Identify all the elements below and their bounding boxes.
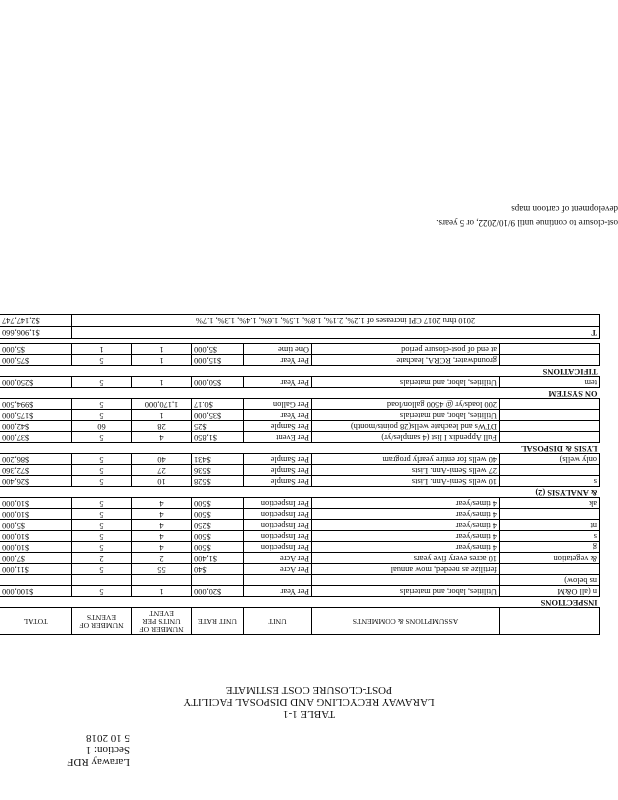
total-cell: $10,000	[0, 498, 72, 509]
item-cell: nt	[500, 520, 600, 531]
unit-cell: Per Inspection	[244, 531, 312, 542]
unit-cell: Per Inspection	[244, 509, 312, 520]
total-cell: $10,000	[0, 542, 72, 553]
item-cell	[500, 432, 600, 443]
item-cell	[500, 421, 600, 432]
rate-cell: $50,000	[192, 377, 244, 388]
table-row	[0, 465, 600, 476]
total-cell: $75,000	[0, 355, 72, 366]
col-number-units: NUMBER OF UNITS PER EVENT	[132, 608, 192, 635]
comment-cell: Utilities, labor, and materials	[312, 410, 500, 421]
total-cell: $7,000	[0, 553, 72, 564]
events-cell: 60	[72, 421, 132, 432]
item-cell: s	[500, 476, 600, 487]
units-cell: 1	[132, 377, 192, 388]
units-cell: 1	[132, 586, 192, 597]
units-cell: 4	[132, 542, 192, 553]
total-cell: $11,000	[0, 564, 72, 575]
events-cell: 5	[72, 465, 132, 476]
unit-cell: Per Sample	[244, 454, 312, 465]
item-cell	[500, 465, 600, 476]
comment-cell: 27 wells Semi-Ann. Lists	[312, 465, 500, 476]
rate-cell: $35,000	[192, 410, 244, 421]
unit-cell: Per Sample	[244, 465, 312, 476]
table-row	[0, 564, 600, 575]
item-cell	[500, 399, 600, 410]
table-row	[0, 575, 600, 586]
unit-cell: Per Inspection	[244, 498, 312, 509]
rate-cell	[192, 575, 244, 586]
events-cell: 5	[72, 399, 132, 410]
table-row	[0, 399, 600, 410]
unit-cell: Per Inspection	[244, 542, 312, 553]
estimate-title: POST-CLOSURE COST ESTIMATE	[225, 684, 393, 696]
events-cell: 5	[72, 531, 132, 542]
inflation-row	[0, 315, 600, 327]
total-cell: $42,000	[0, 421, 72, 432]
col-assumptions: ASSUMPTIONS & COMMENTS	[312, 608, 500, 635]
table-row	[0, 410, 600, 421]
item-cell: n (all O&M	[500, 586, 600, 597]
units-cell: 4	[132, 520, 192, 531]
comment-cell: 4 times/year	[312, 498, 500, 509]
comment-cell: 10 acres every five years	[312, 553, 500, 564]
comment-cell: 10 wells Semi-Ann. Lists	[312, 476, 500, 487]
units-cell: 2	[132, 553, 192, 564]
table-row	[0, 509, 600, 520]
units-cell: 1,170,000	[132, 399, 192, 410]
events-cell: 5	[72, 410, 132, 421]
rate-cell: $20,000	[192, 586, 244, 597]
total-cell: $100,000	[0, 586, 72, 597]
rate-cell: $500	[192, 509, 244, 520]
comment-cell: 40 wells for entire yearly program	[312, 454, 500, 465]
events-cell: 1	[72, 344, 132, 355]
closure-note: ost-closure to continue until 9/10/2022, or 5 years.	[436, 218, 618, 228]
comment-cell: 4 times/year	[312, 520, 500, 531]
total-cell: $175,000	[0, 410, 72, 421]
units-cell: 4	[132, 531, 192, 542]
document-header	[67, 732, 130, 768]
item-cell	[500, 564, 600, 575]
units-cell: 55	[132, 564, 192, 575]
section-analysis: & ANALYSIS (2)	[0, 487, 600, 498]
units-cell: 1	[132, 355, 192, 366]
total-cell: $86,200	[0, 454, 72, 465]
units-cell: 40	[132, 454, 192, 465]
events-cell: 5	[72, 509, 132, 520]
unit-cell: Per Event	[244, 432, 312, 443]
subtotal-value: $1,906,660	[0, 327, 72, 339]
total-cell: $37,000	[0, 432, 72, 443]
item-cell: tem	[500, 377, 600, 388]
rate-cell: $536	[192, 465, 244, 476]
rate-cell: $25	[192, 421, 244, 432]
rate-cell: $0.17	[192, 399, 244, 410]
units-cell: 1	[132, 410, 192, 421]
comment-cell: fertilize as needed, mow annual	[312, 564, 500, 575]
units-cell: 4	[132, 509, 192, 520]
table-number: TABLE 1-1	[283, 708, 335, 720]
col-unit: UNIT	[244, 608, 312, 635]
comment-cell: Utilities, labor, and materials	[312, 586, 500, 597]
events-cell: 5	[72, 564, 132, 575]
unit-cell: Per Sample	[244, 476, 312, 487]
total-cell: $72,360	[0, 465, 72, 476]
units-cell: 10	[132, 476, 192, 487]
events-cell: 5	[72, 377, 132, 388]
comment-cell: Utilities, labor, and materials	[312, 377, 500, 388]
total-cell: $5,000	[0, 344, 72, 355]
item-cell: & vegetation	[500, 553, 600, 564]
inflation-value: $2,147,747	[0, 315, 72, 327]
facility-name: Laraway RDF	[67, 756, 130, 768]
unit-cell: Per Year	[244, 586, 312, 597]
events-cell: 5	[72, 498, 132, 509]
events-cell: 2	[72, 553, 132, 564]
comment-cell: DTWs and leachate wells(28 points/month)	[312, 421, 500, 432]
unit-cell: Per Year	[244, 377, 312, 388]
table-row	[0, 344, 600, 355]
events-cell: 5	[72, 355, 132, 366]
rate-cell: $500	[192, 498, 244, 509]
item-cell: ak	[500, 498, 600, 509]
table-row	[0, 520, 600, 531]
section-system: ON SYSTEM	[0, 388, 600, 399]
total-cell	[0, 575, 72, 586]
units-cell	[132, 575, 192, 586]
events-cell: 5	[72, 586, 132, 597]
item-cell: g	[500, 542, 600, 553]
table-row	[0, 355, 600, 366]
comment-cell: 200 loads/yr @ 4500 gallon/load	[312, 399, 500, 410]
col-item	[500, 608, 600, 635]
unit-cell: Per Acre	[244, 564, 312, 575]
events-cell: 5	[72, 454, 132, 465]
section-inspections: INSPECTIONS	[0, 597, 600, 608]
inflation-label: 2010 thru 2017 CPI increases of 1.2%, 2.1%, 1.8%, 1.5%, 1.6%, 1.4%, 1.3%, 1.7%	[72, 315, 600, 327]
rate-cell: $1,400	[192, 553, 244, 564]
events-cell: 5	[72, 432, 132, 443]
table-row	[0, 553, 600, 564]
rate-cell: $250	[192, 520, 244, 531]
units-cell: 4	[132, 432, 192, 443]
item-cell	[500, 509, 600, 520]
rate-cell: $15,000	[192, 355, 244, 366]
units-cell: 27	[132, 465, 192, 476]
table-row	[0, 432, 600, 443]
unit-cell: Per Acre	[244, 553, 312, 564]
item-cell	[500, 344, 600, 355]
events-cell: 5	[72, 476, 132, 487]
events-cell: 5	[72, 520, 132, 531]
table-row	[0, 421, 600, 432]
table-row	[0, 531, 600, 542]
total-cell: $5,000	[0, 520, 72, 531]
events-cell	[72, 575, 132, 586]
facility-title: LARAWAY RECYCLING AND DISPOSAL FACILITY	[183, 696, 435, 708]
unit-cell: Per Sample	[244, 421, 312, 432]
rate-cell: $1,850	[192, 432, 244, 443]
total-cell: $26,400	[0, 476, 72, 487]
table-row	[0, 476, 600, 487]
rate-cell: $5,000	[192, 344, 244, 355]
col-unit-rate: UNIT RATE	[192, 608, 244, 635]
col-number-events: NUMBER OF EVENTS	[72, 608, 132, 635]
document-date: 5 10 2018	[86, 732, 130, 744]
table-row	[0, 498, 600, 509]
subtotal-label: T	[72, 327, 600, 339]
rate-cell: $500	[192, 542, 244, 553]
section-certifications: TIFICATIONS	[0, 366, 600, 377]
total-cell: $994,500	[0, 399, 72, 410]
unit-cell: Per Year	[244, 355, 312, 366]
table-row	[0, 377, 600, 388]
unit-cell	[244, 575, 312, 586]
unit-cell: Per Year	[244, 410, 312, 421]
comment-cell: 4 times/year	[312, 542, 500, 553]
item-cell	[500, 410, 600, 421]
unit-cell: Per Inspection	[244, 520, 312, 531]
comment-cell: groundwater, RCRA, leachate	[312, 355, 500, 366]
section-label: Section: 1	[85, 744, 130, 756]
unit-cell: Per Gallon	[244, 399, 312, 410]
maps-note: development of cartoon maps	[511, 204, 618, 214]
units-cell: 1	[132, 344, 192, 355]
section-analysis-disposal: LYSIS & DISPOSAL	[0, 443, 600, 454]
cost-estimate-table	[0, 255, 598, 635]
item-cell: ns below)	[500, 575, 600, 586]
table-row	[0, 542, 600, 553]
comment-cell: 4 times/year	[312, 531, 500, 542]
rate-cell: $500	[192, 531, 244, 542]
comment-cell: 4 times/year	[312, 509, 500, 520]
units-cell: 4	[132, 498, 192, 509]
rate-cell: $431	[192, 454, 244, 465]
events-cell: 5	[72, 542, 132, 553]
table-row	[0, 586, 600, 597]
subtotal-row	[0, 327, 600, 339]
unit-cell: One time	[244, 344, 312, 355]
item-cell	[500, 355, 600, 366]
total-cell: $10,000	[0, 509, 72, 520]
rate-cell: $528	[192, 476, 244, 487]
comment-cell: Full Appendix I list (4 samples/yr)	[312, 432, 500, 443]
item-cell: s	[500, 531, 600, 542]
total-cell: $250,000	[0, 377, 72, 388]
comment-cell	[312, 575, 500, 586]
col-total: TOTAL	[0, 608, 72, 635]
units-cell: 28	[132, 421, 192, 432]
comment-cell: at end of post-closure period	[312, 344, 500, 355]
table-row	[0, 454, 600, 465]
rate-cell: $40	[192, 564, 244, 575]
column-header-row	[0, 608, 600, 635]
item-cell: only wells)	[500, 454, 600, 465]
total-cell: $10,000	[0, 531, 72, 542]
